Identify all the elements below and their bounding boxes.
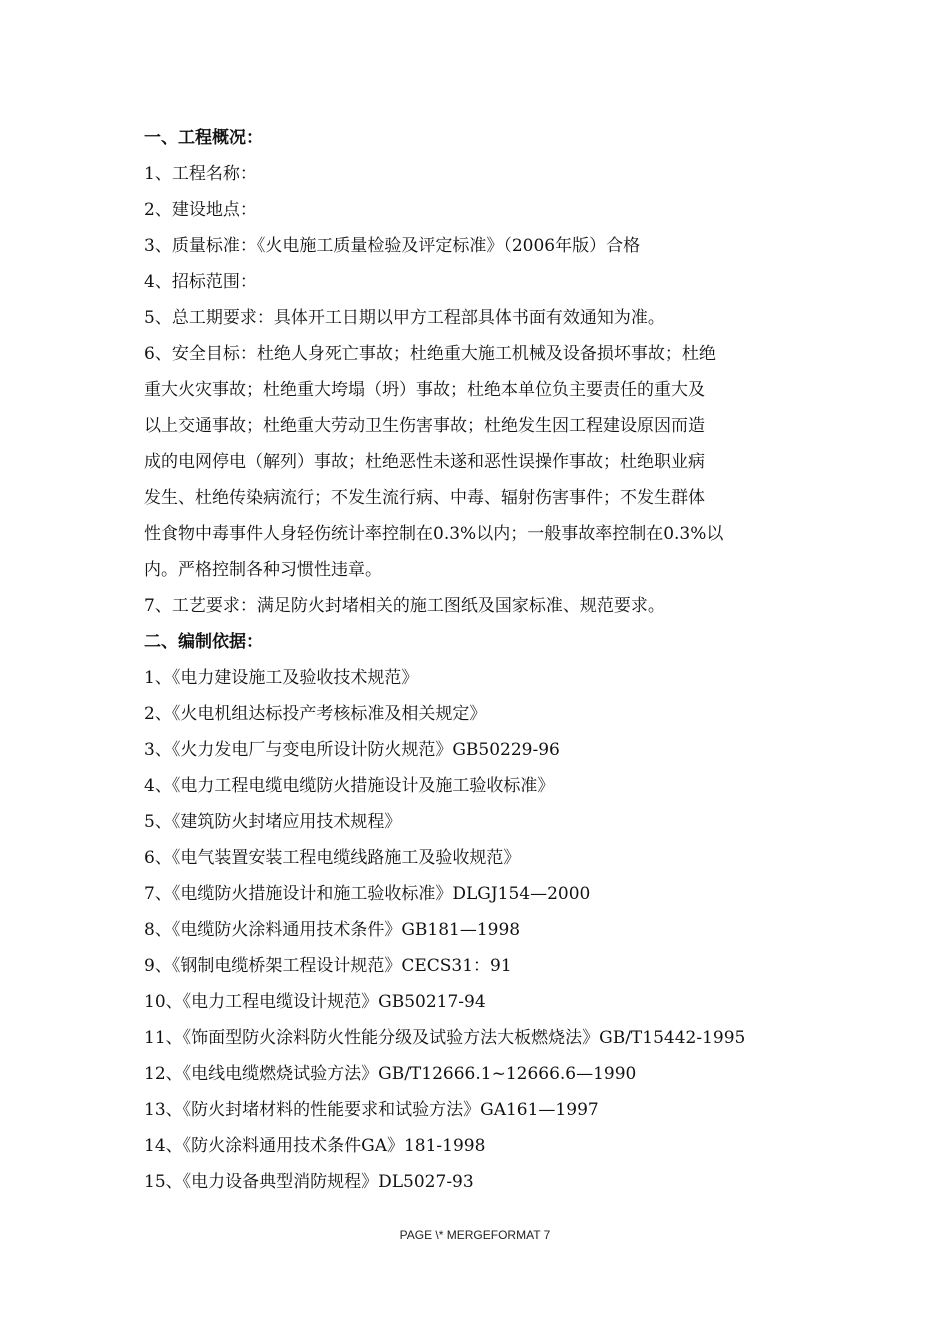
document-body	[144, 120, 808, 1200]
basis-item: 15、《电力设备典型消防规程》DL5027-93	[144, 1172, 474, 1192]
basis-item: 11、《饰面型防火涂料防火性能分级及试验方法大板燃烧法》GB/T15442-1995	[144, 1028, 746, 1048]
safety-goal-line: 发生、杜绝传染病流行；不发生流行病、中毒、辐射伤害事件；不发生群体	[144, 488, 705, 508]
basis-item: 13、《防火封堵材料的性能要求和试验方法》GA161—1997	[144, 1100, 599, 1120]
safety-goal-line: 以上交通事故；杜绝重大劳动卫生伤害事故；杜绝发生因工程建设原因而造	[144, 416, 705, 436]
safety-goal-line: 重大火灾事故；杜绝重大垮塌（坍）事故；杜绝本单位负主要责任的重大及	[144, 380, 705, 400]
basis-item: 1、《电力建设施工及验收技术规范》	[144, 668, 419, 688]
page-footer: PAGE \* MERGEFORMAT 7	[399, 1228, 551, 1242]
schedule-requirement-line: 5、总工期要求：具体开工日期以甲方工程部具体书面有效通知为准。	[144, 308, 665, 328]
basis-item: 5、《建筑防火封堵应用技术规程》	[144, 812, 402, 832]
bid-scope-line: 4、招标范围：	[144, 272, 257, 292]
basis-item: 4、《电力工程电缆电缆防火措施设计及施工验收标准》	[144, 776, 555, 796]
basis-item: 9、《钢制电缆桥架工程设计规范》CECS31：91	[144, 956, 512, 976]
basis-item: 12、《电线电缆燃烧试验方法》GB/T12666.1~12666.6—1990	[144, 1064, 637, 1084]
safety-goal-line: 成的电网停电（解列）事故；杜绝恶性未遂和恶性误操作事故；杜绝职业病	[144, 452, 705, 472]
section-heading-overview: 一、工程概况：	[144, 128, 263, 148]
basis-item: 14、《防火涂料通用技术条件GA》181-1998	[144, 1136, 486, 1156]
safety-goal-line: 6、安全目标：杜绝人身死亡事故；杜绝重大施工机械及设备损坏事故；杜绝	[144, 344, 716, 364]
section-heading-basis: 二、编制依据：	[144, 632, 263, 652]
basis-item: 2、《火电机组达标投产考核标准及相关规定》	[144, 704, 487, 724]
quality-standard-line: 3、质量标准：《火电施工质量检验及评定标准》（2006年版）合格	[144, 236, 641, 256]
basis-item: 7、《电缆防火措施设计和施工验收标准》DLGJ154—2000	[144, 884, 591, 904]
safety-goal-line: 性食物中毒事件人身轻伤统计率控制在0.3%以内；一般事故率控制在0.3%以	[144, 524, 724, 544]
basis-item: 8、《电缆防火涂料通用技术条件》GB181—1998	[144, 920, 521, 940]
basis-item: 10、《电力工程电缆设计规范》GB50217-94	[144, 992, 486, 1012]
project-name-line: 1、工程名称：	[144, 164, 257, 184]
basis-item: 3、《火力发电厂与变电所设计防火规范》GB50229-96	[144, 740, 560, 760]
safety-goal-line: 内。严格控制各种习惯性违章。	[144, 560, 382, 580]
basis-item: 6、《电气装置安装工程电缆线路施工及验收规范》	[144, 848, 521, 868]
construction-location-line: 2、建设地点：	[144, 200, 257, 220]
craft-requirement-line: 7、工艺要求：满足防火封堵相关的施工图纸及国家标准、规范要求。	[144, 596, 665, 616]
